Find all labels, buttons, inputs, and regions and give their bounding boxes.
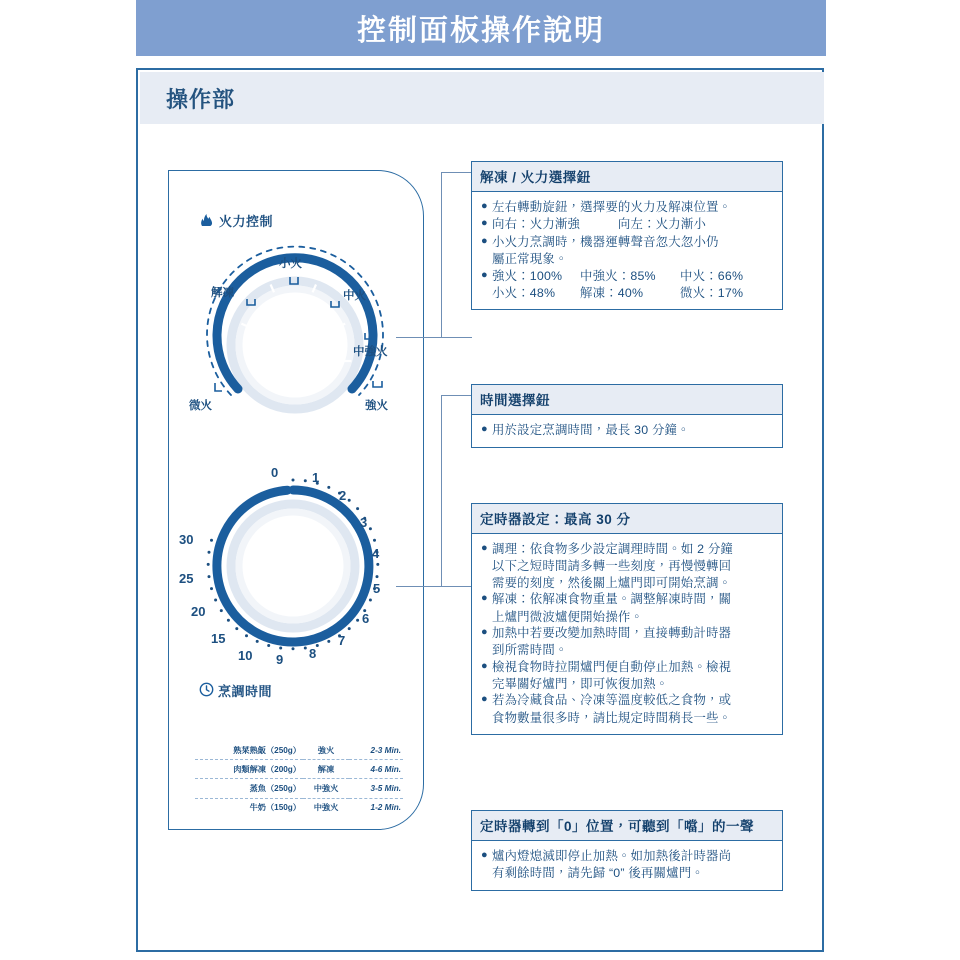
- bullet-text: 爐內燈熄滅即停止加熱。如加熱後計時器尚: [492, 849, 732, 863]
- bullet-dot-icon: ●: [481, 423, 488, 435]
- bullet-item: [481, 199, 773, 215]
- bullet-dot-icon: ●: [481, 200, 488, 212]
- bullet-item: [481, 422, 773, 438]
- timer-tick-label-7: 7: [338, 633, 346, 648]
- power-level-low: 小火：48%: [492, 285, 556, 300]
- table-row: [195, 741, 403, 760]
- power-tick-label-1: 解凍: [211, 287, 234, 299]
- connector-power-vertical: [441, 172, 442, 338]
- bullet-item: [481, 692, 773, 708]
- bullet-item-levels: [481, 268, 773, 284]
- bullet-text: 向右：火力漸強 向左：火力漸小: [492, 217, 707, 232]
- callout-time-title: 時間選擇鈕: [472, 385, 782, 415]
- callout-zero-title: 定時器轉到「0」位置，可聽到「噹」的一聲: [472, 811, 782, 841]
- food-name: 熟菜熟飯（250g）: [195, 741, 303, 760]
- food-power: 強火: [303, 741, 349, 760]
- bullet-continuation: 食物數量很多時，請比規定時間稍長一些。: [492, 710, 732, 725]
- bullet-text: 加熱中若要改變加熱時間，直接轉動計時器: [492, 625, 732, 640]
- callout-timer-body: [472, 534, 782, 734]
- power-level-medium: 中火：66%: [680, 268, 744, 283]
- food-time: 2-3 Min.: [349, 741, 403, 760]
- timer-tick-label-5: 5: [373, 581, 381, 596]
- bullet-text: 小火力烹調時，機器運轉聲音忽大忽小仍: [492, 234, 719, 249]
- timer-tick-label-30: 30: [179, 532, 194, 547]
- timer-tick-label-9: 9: [276, 652, 284, 667]
- bullet-text: 用於設定烹調時間，最長 30 分鐘。: [492, 423, 690, 437]
- bullet-continuation: 需要的刻度，然後關上爐門即可開始烹調。: [492, 575, 732, 590]
- timer-tick-label-0: 0: [271, 465, 279, 480]
- power-levels-row-1: [492, 268, 773, 284]
- timer-tick-label-20: 20: [191, 604, 206, 619]
- flame-icon: [199, 213, 215, 229]
- bullet-item: [481, 216, 773, 232]
- cooking-time-label-group: [199, 681, 272, 700]
- callout-time-body: [472, 415, 782, 447]
- food-power: 解凍: [303, 760, 349, 779]
- bullet-continuation: 上爐門微波爐便開始操作。: [492, 609, 644, 624]
- control-panel-face: [168, 170, 424, 830]
- page-title: 控制面板操作說明: [356, 14, 605, 47]
- bullet-dot-icon: ●: [481, 217, 488, 230]
- bullet-item: [481, 541, 773, 557]
- bullet-dot-icon: ●: [481, 542, 488, 554]
- bullet-dot-icon: ●: [481, 693, 488, 706]
- timer-selector-dial[interactable]: [175, 461, 415, 676]
- timer-tick-label-1: 1: [312, 470, 320, 485]
- power-level-medium-strong: 中強火：85%: [580, 268, 656, 283]
- power-control-label-group: [199, 211, 273, 230]
- power-tick-label-3: 中火: [343, 290, 366, 302]
- bullet-item: [481, 625, 773, 641]
- bullet-item: [481, 848, 773, 864]
- section-title: 操作部: [166, 86, 236, 112]
- timer-tick-label-25: 25: [179, 571, 194, 586]
- bullet-dot-icon: ●: [481, 234, 488, 247]
- bullet-item: [481, 234, 773, 250]
- bullet-text: 左右轉動旋鈕，選擇要的火力及解凍位置。: [492, 200, 732, 214]
- food-power: 中強火: [313, 803, 339, 813]
- power-tick-label-2: 小火: [279, 258, 302, 270]
- bullet-continuation: 有剩餘時間，請先歸 “0” 後再關爐門。: [492, 866, 704, 881]
- bullet-dot-icon: ●: [481, 268, 488, 281]
- callout-power-title: 解凍 / 火力選擇鈕: [472, 162, 782, 192]
- bullet-text: 解凍：依解凍食物重量。調整解凍時間，關: [492, 592, 732, 607]
- power-tick-label-5: 強火: [365, 400, 388, 412]
- bullet-continuation: 以下之短時間請多轉一些刻度，再慢慢轉回: [492, 559, 732, 574]
- table-row: [195, 760, 403, 779]
- power-selector-dial[interactable]: [175, 233, 415, 433]
- bullet-dot-icon: ●: [481, 849, 488, 861]
- connector-power-horizontal-lower: [396, 337, 472, 338]
- callout-power-body: [472, 192, 782, 309]
- table-row: [195, 798, 403, 817]
- food-reference-table: [195, 741, 403, 817]
- bullet-continuation: 到所需時間。: [492, 643, 568, 658]
- power-level-defrost: 解凍：40%: [580, 285, 644, 300]
- power-control-label: 火力控制: [219, 214, 274, 229]
- callout-power-selector: [471, 161, 783, 310]
- callout-timer-title: 定時器設定：最高 30 分: [472, 504, 782, 534]
- bullet-dot-icon: ●: [481, 625, 488, 638]
- cooking-time-label: 烹調時間: [218, 684, 273, 699]
- timer-tick-label-6: 6: [362, 611, 370, 626]
- bullet-text: 檢視食物時拉開爐門便自動停止加熱。檢視: [492, 659, 732, 674]
- callout-zero-position: [471, 810, 783, 891]
- bullet-text: 調理：依食物多少設定調理時間。如 2 分鐘: [492, 542, 734, 556]
- clock-icon: [199, 682, 214, 699]
- food-time: 4-6 Min.: [349, 760, 403, 779]
- section-header: [140, 72, 824, 124]
- bullet-continuation: 屬正常現象。: [492, 252, 568, 267]
- timer-tick-label-8: 8: [309, 646, 317, 661]
- page-title-band: [136, 0, 826, 56]
- power-level-warm: 微火：17%: [680, 285, 744, 300]
- timer-tick-label-2: 2: [339, 488, 347, 503]
- bullet-text: 若為冷藏食品、冷凍等溫度較低之食物，或: [492, 693, 732, 708]
- bullet-dot-icon: ●: [481, 592, 488, 605]
- bullet-item: [481, 659, 773, 675]
- bullet-dot-icon: ●: [481, 659, 488, 672]
- power-tick-label-4: 中強火: [353, 346, 388, 358]
- power-tick-label-0: 微火: [189, 400, 212, 412]
- callout-time-selector: [471, 384, 783, 448]
- connector-time-horizontal-upper: [441, 395, 472, 396]
- timer-tick-label-4: 4: [372, 546, 380, 561]
- callout-timer-setting: [471, 503, 783, 735]
- power-levels-row-2: [481, 285, 773, 301]
- timer-tick-label-3: 3: [360, 515, 368, 530]
- connector-timer-horizontal-lower: [396, 586, 472, 587]
- bullet-item: [481, 591, 773, 607]
- food-name: 牛奶（150g）: [249, 803, 301, 813]
- bullet-continuation: 完畢關好爐門，即可恢復加熱。: [492, 677, 669, 691]
- food-name: 蒸魚（250g）: [195, 779, 303, 798]
- callout-zero-body: [472, 841, 782, 890]
- table-row: [195, 779, 403, 798]
- food-time: 1-2 Min.: [370, 803, 401, 813]
- connector-timer-vertical: [441, 395, 442, 587]
- timer-tick-label-15: 15: [211, 631, 226, 646]
- power-level-strong: 強火：100%: [492, 268, 563, 283]
- timer-tick-label-10: 10: [238, 648, 253, 663]
- food-power: 中強火: [303, 779, 349, 798]
- connector-power-horizontal-upper: [441, 172, 472, 173]
- food-name: 肉類解凍（200g）: [195, 760, 303, 779]
- food-time: 3-5 Min.: [349, 779, 403, 798]
